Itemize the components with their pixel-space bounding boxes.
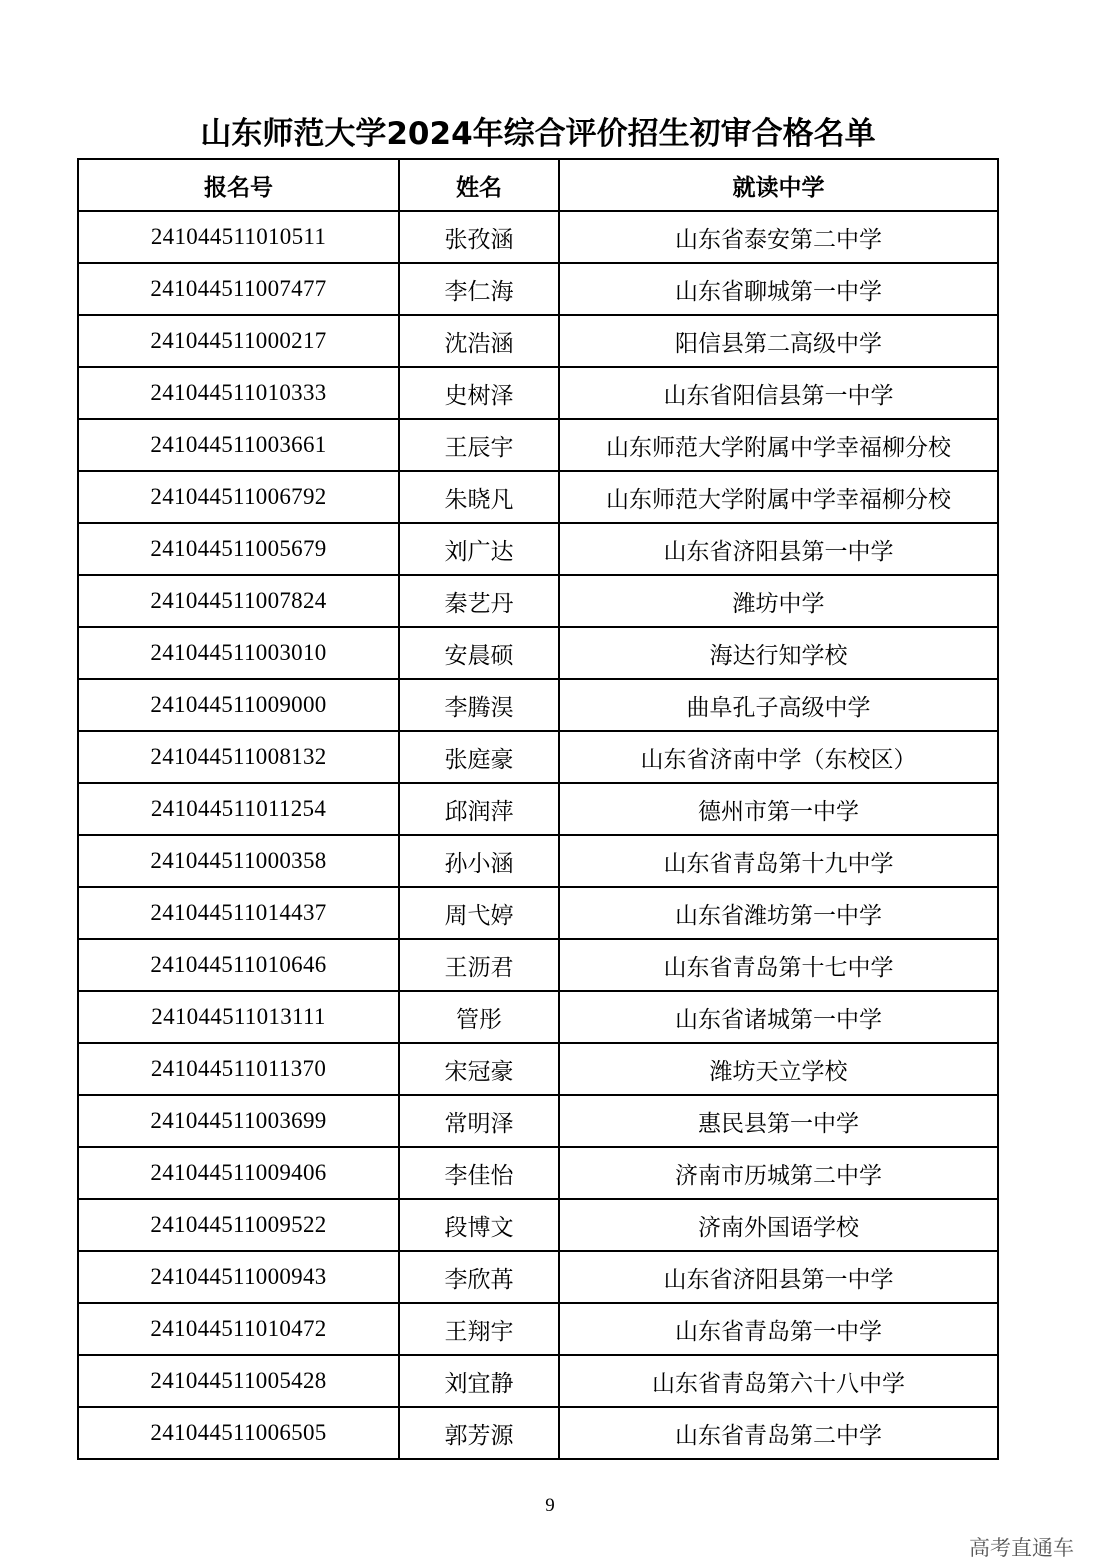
school-name-cell: 德州市第一中学 [559, 783, 998, 835]
table-row [78, 783, 998, 835]
student-name-cell: 宋冠豪 [399, 1043, 559, 1095]
registration-number-cell: 241044511007824 [78, 575, 399, 627]
registration-number-cell: 241044511003699 [78, 1095, 399, 1147]
student-name-cell: 李仁海 [399, 263, 559, 315]
table-row [78, 1199, 998, 1251]
registration-number-cell: 241044511003010 [78, 627, 399, 679]
table-row [78, 1147, 998, 1199]
student-name-cell: 周弋婷 [399, 887, 559, 939]
table-row [78, 367, 998, 419]
school-name-cell: 阳信县第二高级中学 [559, 315, 998, 367]
registration-number-cell: 241044511010472 [78, 1303, 399, 1355]
table-row [78, 575, 998, 627]
school-name-cell: 济南市历城第二中学 [559, 1147, 998, 1199]
table-row [78, 939, 998, 991]
column-header-name: 姓名 [399, 159, 559, 211]
registration-number-cell: 241044511011254 [78, 783, 399, 835]
student-name-cell: 王沥君 [399, 939, 559, 991]
student-name-cell: 郭芳源 [399, 1407, 559, 1459]
column-header-registration-number: 报名号 [78, 159, 399, 211]
registration-number-cell: 241044511000217 [78, 315, 399, 367]
registration-number-cell: 241044511003661 [78, 419, 399, 471]
school-name-cell: 山东省泰安第二中学 [559, 211, 998, 263]
page-number: 9 [545, 1495, 555, 1516]
student-name-cell: 刘宜静 [399, 1355, 559, 1407]
school-name-cell: 山东省青岛第十七中学 [559, 939, 998, 991]
table-row [78, 471, 998, 523]
school-name-cell: 山东省阳信县第一中学 [559, 367, 998, 419]
table-row [78, 991, 998, 1043]
student-name-cell: 邱润萍 [399, 783, 559, 835]
student-name-cell: 常明泽 [399, 1095, 559, 1147]
student-name-cell: 刘广达 [399, 523, 559, 575]
school-name-cell: 山东省青岛第十九中学 [559, 835, 998, 887]
school-name-cell: 山东省青岛第一中学 [559, 1303, 998, 1355]
registration-number-cell: 241044511007477 [78, 263, 399, 315]
registration-number-cell: 241044511005428 [78, 1355, 399, 1407]
table-row [78, 419, 998, 471]
registration-number-cell: 241044511009522 [78, 1199, 399, 1251]
table-row [78, 731, 998, 783]
registration-number-cell: 241044511011370 [78, 1043, 399, 1095]
registration-number-cell: 241044511000943 [78, 1251, 399, 1303]
registration-number-cell: 241044511009000 [78, 679, 399, 731]
table-row [78, 1407, 998, 1459]
table-row [78, 263, 998, 315]
student-name-cell: 史树泽 [399, 367, 559, 419]
school-name-cell: 山东省诸城第一中学 [559, 991, 998, 1043]
school-name-cell: 山东省潍坊第一中学 [559, 887, 998, 939]
school-name-cell: 海达行知学校 [559, 627, 998, 679]
school-name-cell: 曲阜孔子高级中学 [559, 679, 998, 731]
table-body [78, 211, 998, 1459]
student-name-cell: 王翔宇 [399, 1303, 559, 1355]
school-name-cell: 济南外国语学校 [559, 1199, 998, 1251]
student-name-cell: 段博文 [399, 1199, 559, 1251]
watermark: 高考直通车 [969, 1536, 1074, 1560]
student-name-cell: 李腾淏 [399, 679, 559, 731]
column-header-school: 就读中学 [559, 159, 998, 211]
student-name-cell: 李佳怡 [399, 1147, 559, 1199]
registration-number-cell: 241044511010511 [78, 211, 399, 263]
table-row [78, 679, 998, 731]
table-row [78, 1043, 998, 1095]
school-name-cell: 惠民县第一中学 [559, 1095, 998, 1147]
table-row [78, 1095, 998, 1147]
table-row [78, 887, 998, 939]
school-name-cell: 山东省青岛第六十八中学 [559, 1355, 998, 1407]
registration-number-cell: 241044511009406 [78, 1147, 399, 1199]
school-name-cell: 山东省济阳县第一中学 [559, 523, 998, 575]
student-name-cell: 李欣苒 [399, 1251, 559, 1303]
school-name-cell: 山东省济南中学（东校区） [559, 731, 998, 783]
table-row [78, 835, 998, 887]
school-name-cell: 山东省聊城第一中学 [559, 263, 998, 315]
registration-number-cell: 241044511000358 [78, 835, 399, 887]
student-name-cell: 管彤 [399, 991, 559, 1043]
admission-list-table [77, 158, 999, 1460]
student-name-cell: 张孜涵 [399, 211, 559, 263]
school-name-cell: 潍坊中学 [559, 575, 998, 627]
school-name-cell: 山东省济阳县第一中学 [559, 1251, 998, 1303]
student-name-cell: 王辰宇 [399, 419, 559, 471]
school-name-cell: 山东省青岛第二中学 [559, 1407, 998, 1459]
registration-number-cell: 241044511014437 [78, 887, 399, 939]
student-name-cell: 孙小涵 [399, 835, 559, 887]
table-row [78, 315, 998, 367]
student-name-cell: 安晨硕 [399, 627, 559, 679]
table-row [78, 627, 998, 679]
table-row [78, 1303, 998, 1355]
registration-number-cell: 241044511006505 [78, 1407, 399, 1459]
table-header-row [78, 159, 998, 211]
registration-number-cell: 241044511010646 [78, 939, 399, 991]
student-name-cell: 沈浩涵 [399, 315, 559, 367]
student-name-cell: 秦艺丹 [399, 575, 559, 627]
student-name-cell: 张庭豪 [399, 731, 559, 783]
table-row [78, 523, 998, 575]
school-name-cell: 潍坊天立学校 [559, 1043, 998, 1095]
school-name-cell: 山东师范大学附属中学幸福柳分校 [559, 419, 998, 471]
table-row [78, 1355, 998, 1407]
registration-number-cell: 241044511008132 [78, 731, 399, 783]
registration-number-cell: 241044511013111 [78, 991, 399, 1043]
registration-number-cell: 241044511006792 [78, 471, 399, 523]
student-name-cell: 朱晓凡 [399, 471, 559, 523]
registration-number-cell: 241044511005679 [78, 523, 399, 575]
page-title: 山东师范大学2024年综合评价招生初审合格名单 [200, 116, 876, 152]
registration-number-cell: 241044511010333 [78, 367, 399, 419]
school-name-cell: 山东师范大学附属中学幸福柳分校 [559, 471, 998, 523]
table-row [78, 1251, 998, 1303]
table-row [78, 211, 998, 263]
